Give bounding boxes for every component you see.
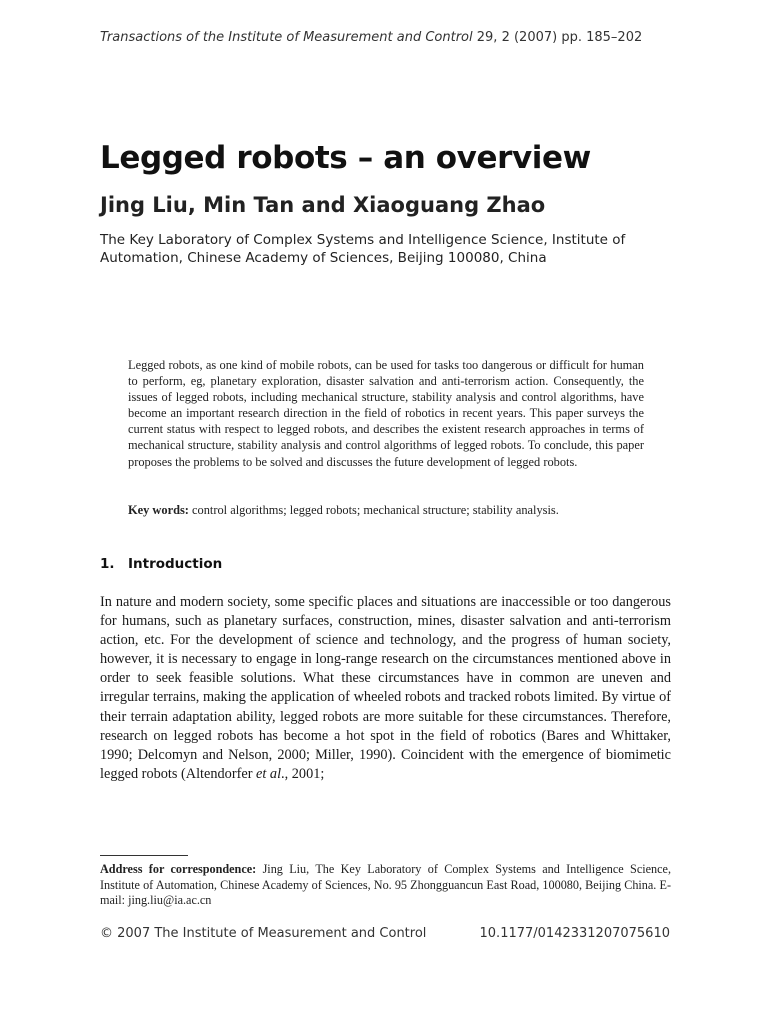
author-list: Jing Liu, Min Tan and Xiaoguang Zhao [100, 193, 546, 217]
doi: 10.1177/0142331207075610 [479, 926, 670, 941]
correspondence-footnote [100, 862, 671, 909]
copyright-notice: © 2007 The Institute of Measurement and Control [100, 926, 427, 941]
et-al: et al [256, 765, 282, 782]
introduction-body [100, 593, 671, 784]
abstract-text: Legged robots, as one kind of mobile robots, can be used for tasks too dangerous or difficult for human to perform, eg, planetary exploration, disaster salvation and anti-terrorism action. Consequently, the issues of legged robots, including mechanical structure, stability analysis and control algorithms, have become an important research direction in the field of robotics in recent years. This paper surveys the current status with respect to legged robots, and describes the existent research approaches in terms of mechanical structure, stability analysis and control algorithms of legged robots. To conclude, this paper proposes the problems to be solved and discusses the future development of legged robots. [128, 358, 644, 469]
introduction-text: In nature and modern society, some specific places and situations are inaccessible or too dangerous for humans, such as planetary surfaces, construction, mines, disaster salvation and anti-terrorism action, etc. For the development of science and technology, and the progress of human society, however, it is necessary to engage in long-range research on the circumstances mentioned above in order to seek feasible solutions. What these circumstances have in common are uneven and irregular terrains, making the application of wheeled robots and tracked robots limited. By virtue of their terrain adaptation ability, legged robots are more suitable for these circumstances. Therefore, research on legged robots has become a hot spot in the field of robotics (Bares and Whittaker, 1990; Delcomyn and Nelson, 2000; Miller, 1990). Coincident with the emergence of biomimetic legged robots (Altendorfer [100, 594, 671, 782]
affiliation: The Key Laboratory of Complex Systems and Intelligence Science, Institute of Automation, Chinese Academy of Sciences, Beijing 100080, China [100, 232, 626, 266]
section-title: Introduction [128, 556, 223, 572]
introduction-paragraph [100, 593, 671, 784]
journal-name: Transactions of the Institute of Measurement and Control [100, 30, 473, 45]
running-head [100, 30, 642, 45]
keywords [128, 503, 668, 518]
footnote-label: Address for correspondence: [100, 862, 257, 876]
keywords-text: control algorithms; legged robots; mechanical structure; stability analysis. [192, 503, 559, 517]
keywords-label: Key words: [128, 503, 189, 517]
section-heading [100, 556, 222, 572]
section-number: 1. [100, 556, 115, 572]
paper-title: Legged robots – an overview [100, 140, 591, 176]
footnote-divider [100, 855, 188, 856]
introduction-tail: ., 2001; [281, 765, 325, 782]
abstract [128, 357, 644, 470]
journal-citation: 29, 2 (2007) pp. 185–202 [476, 30, 643, 45]
footnote-text: Jing Liu, The Key Laboratory of Complex Systems and Intelligence Science, Institute of Automation, Chinese Academy of Sciences, No. 95 Zhongguancun East Road, 100080, Beijing China. E-mail: jing.liu@ia.ac.cn [100, 862, 671, 908]
